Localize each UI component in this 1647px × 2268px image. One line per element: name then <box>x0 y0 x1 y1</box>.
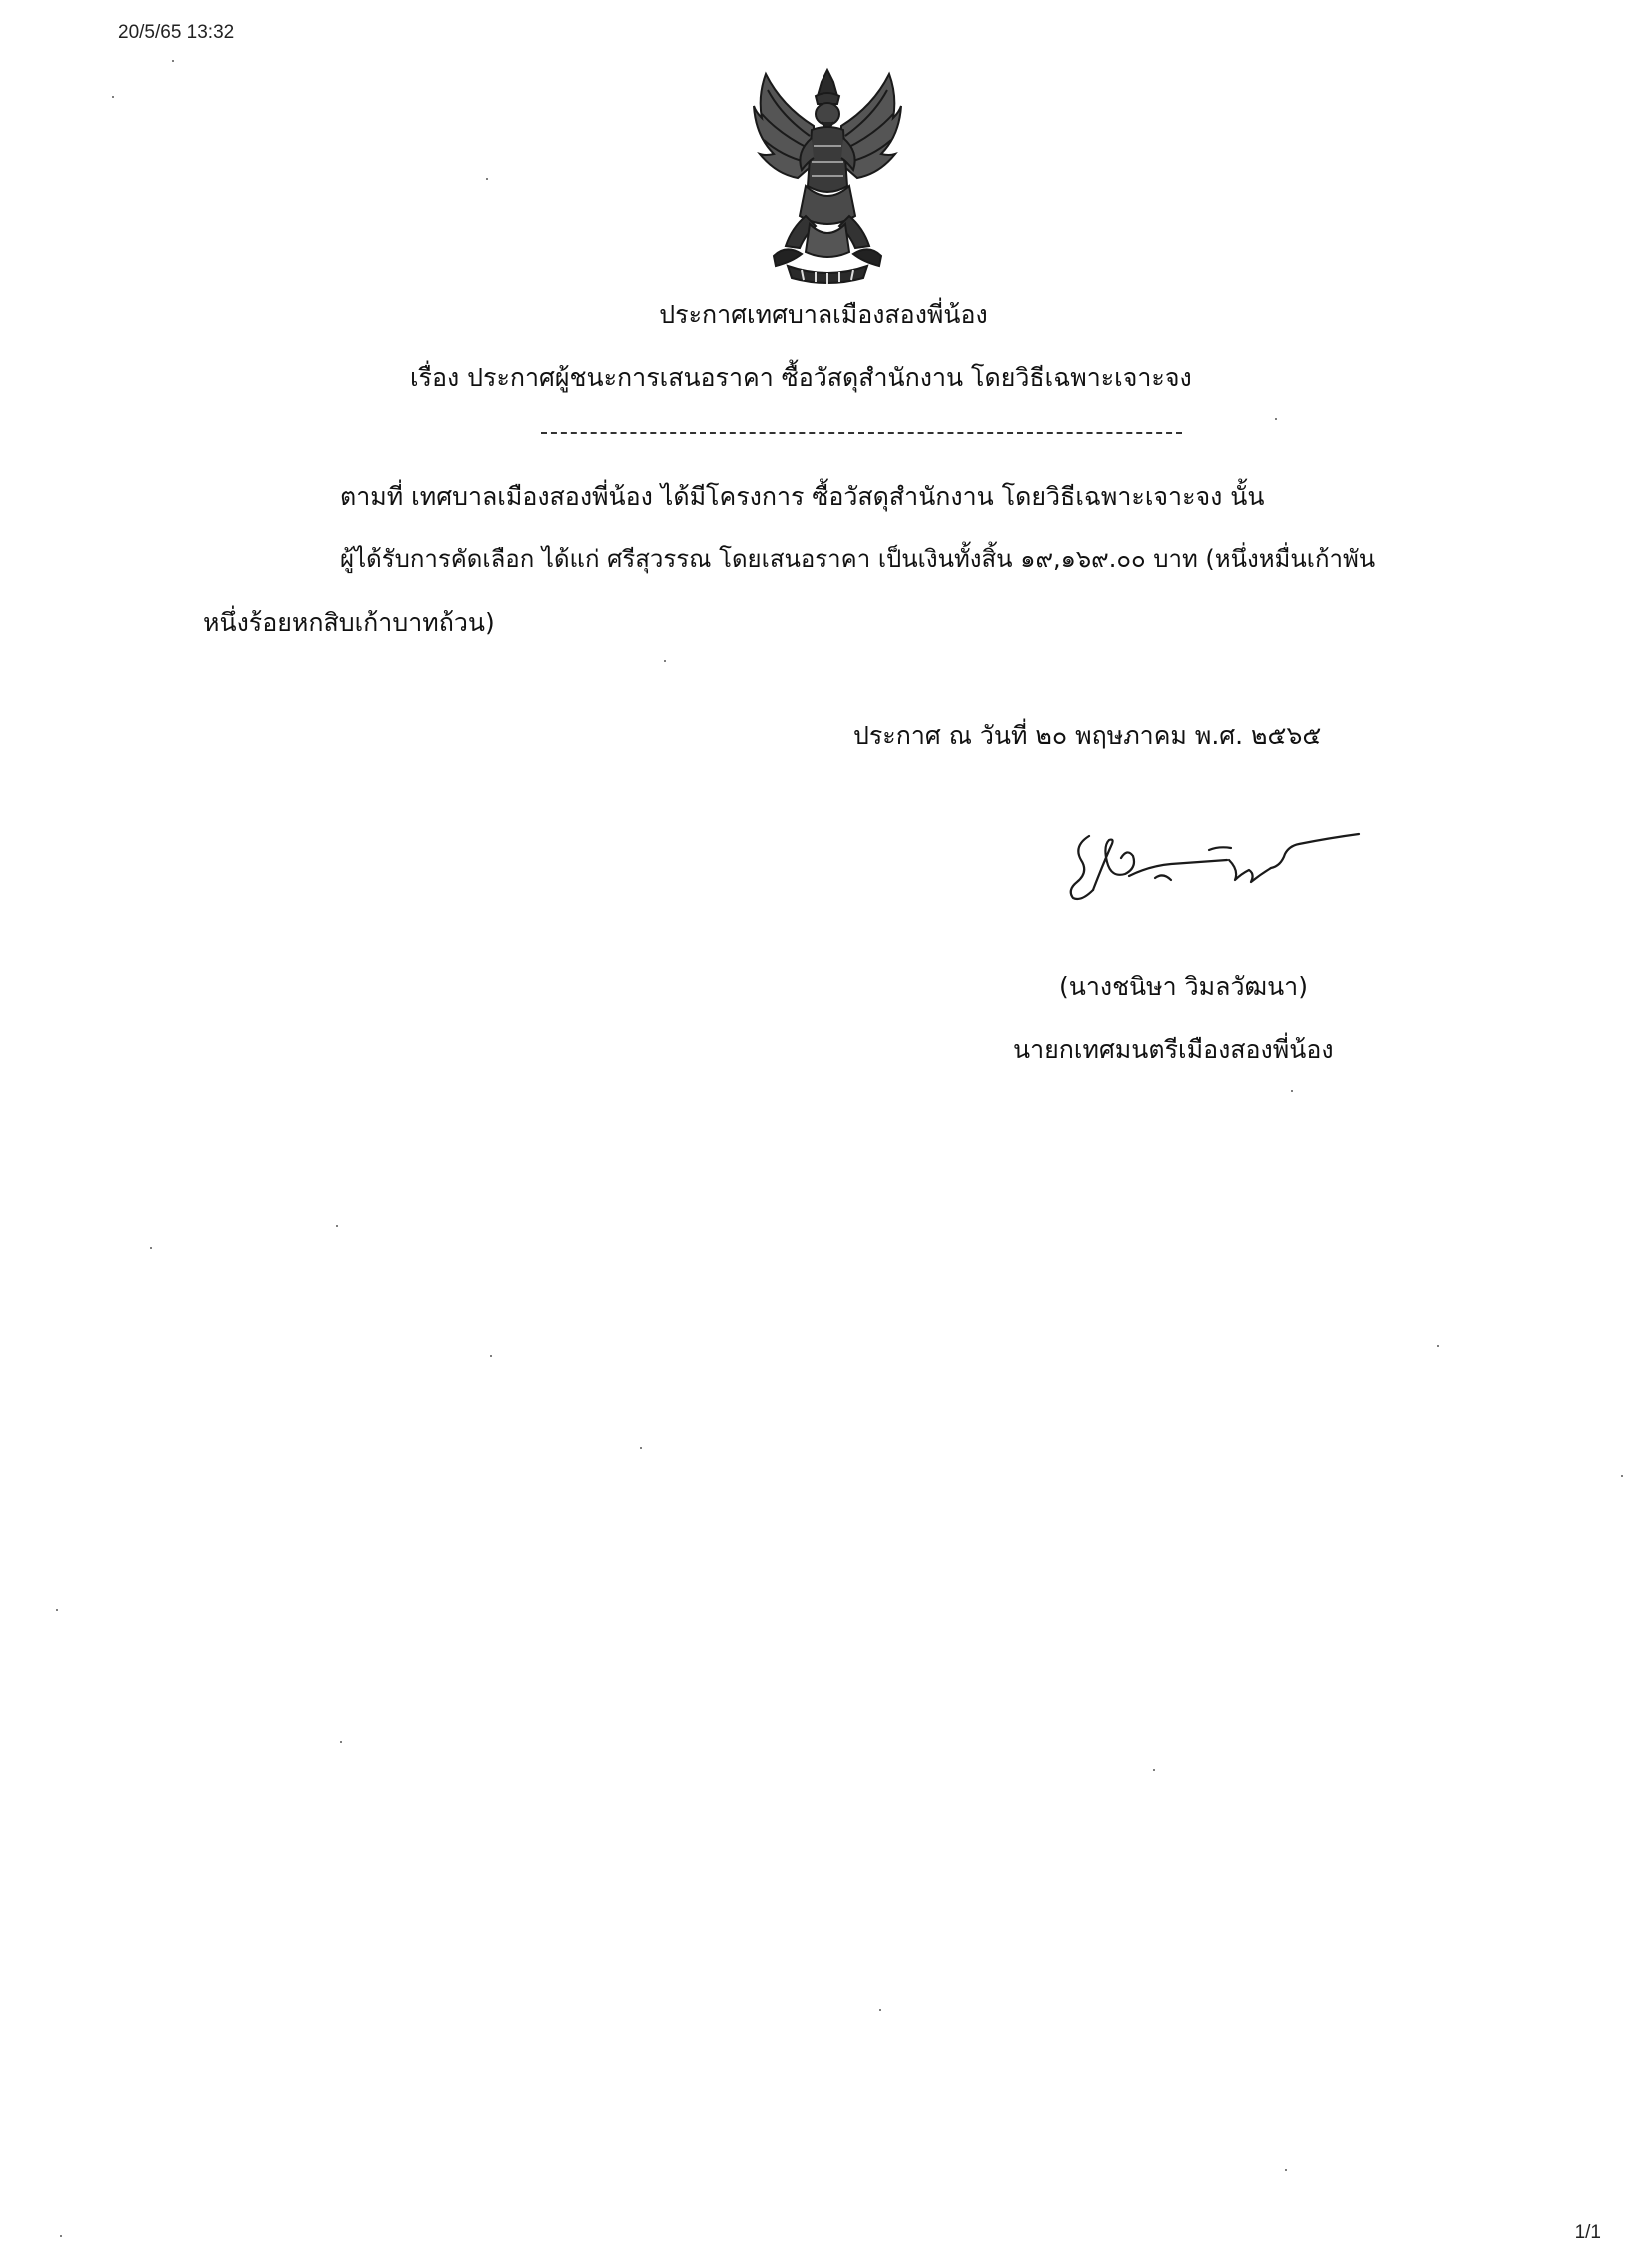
scan-speck <box>340 1741 342 1743</box>
scan-speck <box>56 1609 58 1611</box>
scan-speck <box>112 96 114 98</box>
scan-speck <box>1153 1769 1155 1771</box>
scan-speck <box>486 178 488 180</box>
scan-speck <box>172 60 174 62</box>
body-line-3: หนึ่งร้อยหกสิบเก้าบาทถ้วน) <box>203 608 495 637</box>
scan-speck <box>1275 418 1277 420</box>
divider-line <box>541 432 1182 434</box>
garuda-emblem-icon <box>752 66 903 288</box>
scan-speck <box>879 2009 881 2011</box>
scan-speck <box>336 1225 338 1227</box>
scan-speck <box>1285 2169 1287 2171</box>
scan-speck <box>640 1447 642 1449</box>
signer-position: นายกเทศมนตรีเมืองสองพี่น้อง <box>1013 1035 1334 1064</box>
scan-speck <box>150 1247 152 1249</box>
body-line-2: ผู้ได้รับการคัดเลือก ได้แก่ ศรีสุวรรณ โดยเสนอราคา เป็นเงินทั้งสิ้น ๑๙,๑๖๙.๐๐ บาท (หนึ่งหมื่นเก้าพัน <box>340 545 1376 573</box>
page-indicator: 1/1 <box>1574 2222 1601 2243</box>
handwritten-signature-icon <box>1059 816 1379 916</box>
announcement-subject: เรื่อง ประกาศผู้ชนะการเสนอราคา ซื้อวัสดุสำนักงาน โดยวิธีเฉพาะเจาะจง <box>410 363 1192 392</box>
print-timestamp: 20/5/65 13:32 <box>118 22 235 43</box>
scan-speck <box>60 2235 62 2237</box>
scan-speck <box>490 1355 492 1357</box>
announcement-date: ประกาศ ณ วันที่ ๒๐ พฤษภาคม พ.ศ. ๒๕๖๕ <box>853 721 1322 750</box>
body-line-1: ตามที่ เทศบาลเมืองสองพี่น้อง ได้มีโครงการ ซื้อวัสดุสำนักงาน โดยวิธีเฉพาะเจาะจง นั้น <box>340 482 1265 511</box>
signer-name: (นางชนิษา วิมลวัฒนา) <box>1059 972 1308 1001</box>
scan-speck <box>1621 1475 1623 1477</box>
scan-speck <box>1437 1345 1439 1347</box>
announcement-title: ประกาศเทศบาลเมืองสองพี่น้อง <box>659 300 988 329</box>
scan-speck <box>664 660 666 662</box>
scan-speck <box>1291 1090 1293 1092</box>
